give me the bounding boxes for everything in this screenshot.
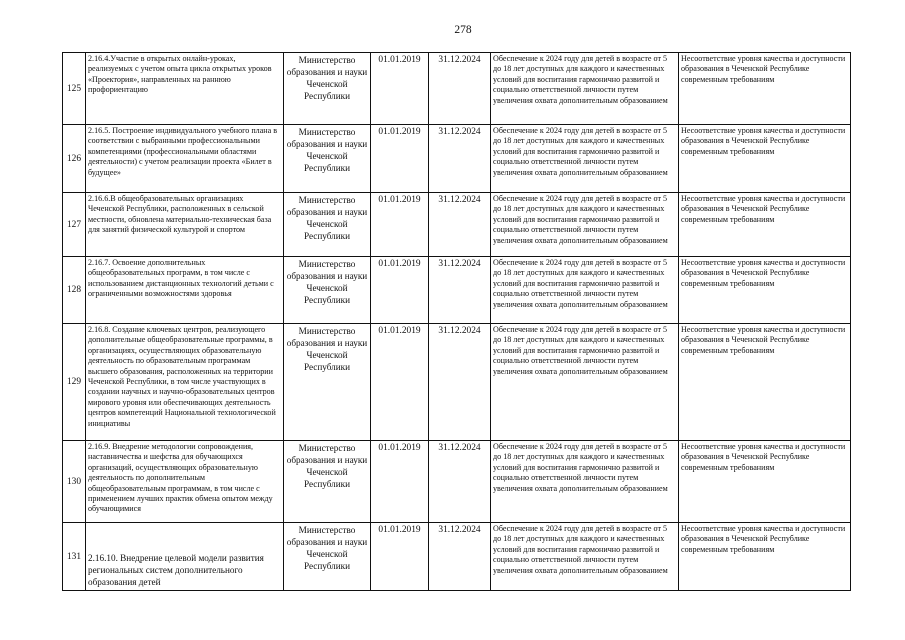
end-date: 31.12.2024 (429, 324, 491, 441)
end-date: 31.12.2024 (429, 193, 491, 257)
row-number: 126 (63, 125, 86, 193)
table-row (63, 53, 851, 125)
responsible-executor: Министерство образования и науки Чеченской Республики (284, 193, 371, 257)
risk-consequence: Несоответствие уровня качества и доступности образования в Чеченской Республике современным требованиям (679, 441, 851, 523)
table-row (63, 125, 851, 193)
row-number: 130 (63, 441, 86, 523)
risk-consequence: Несоответствие уровня качества и доступности образования в Чеченской Республике современным требованиям (679, 523, 851, 591)
table-row (63, 324, 851, 441)
row-number: 127 (63, 193, 86, 257)
responsible-executor: Министерство образования и науки Чеченской Республики (284, 53, 371, 125)
table-row (63, 257, 851, 324)
responsible-executor: Министерство образования и науки Чеченской Республики (284, 324, 371, 441)
risk-consequence: Несоответствие уровня качества и доступности образования в Чеченской Республике современным требованиям (679, 324, 851, 441)
row-number: 131 (63, 523, 86, 591)
risk-consequence: Несоответствие уровня качества и доступности образования в Чеченской Республике современным требованиям (679, 53, 851, 125)
row-number: 128 (63, 257, 86, 324)
activities-table (62, 52, 851, 591)
table-row (63, 523, 851, 591)
end-date: 31.12.2024 (429, 125, 491, 193)
start-date: 01.01.2019 (371, 193, 429, 257)
expected-result: Обеспечение к 2024 году для детей в возрасте от 5 до 18 лет доступных для каждого и качественных условий для воспитания гармонично развитой и социально ответственной личности путем увеличения охвата дополнительным образованием (491, 324, 679, 441)
responsible-executor: Министерство образования и науки Чеченской Республики (284, 257, 371, 324)
responsible-executor: Министерство образования и науки Чеченской Республики (284, 125, 371, 193)
expected-result: Обеспечение к 2024 году для детей в возрасте от 5 до 18 лет доступных для каждого и качественных условий для воспитания гармонично развитой и социально ответственной личности путем увеличения охвата дополнительным образованием (491, 523, 679, 591)
start-date: 01.01.2019 (371, 523, 429, 591)
start-date: 01.01.2019 (371, 441, 429, 523)
activity-description: 2.16.5. Построение индивидуального учебного плана в соответствии с выбранными профессиональными компетенциями (профессиональными областями деятельности) с учетом реализации проекта «Билет в будущее» (86, 125, 284, 193)
expected-result: Обеспечение к 2024 году для детей в возрасте от 5 до 18 лет доступных для каждого и качественных условий для воспитания гармонично развитой и социально ответственной личности путем увеличения охвата дополнительным образованием (491, 125, 679, 193)
expected-result: Обеспечение к 2024 году для детей в возрасте от 5 до 18 лет доступных для каждого и качественных условий для воспитания гармонично развитой и социально ответственной личности путем увеличения охвата дополнительным образованием (491, 441, 679, 523)
risk-consequence: Несоответствие уровня качества и доступности образования в Чеченской Республике современным требованиям (679, 257, 851, 324)
activity-description: 2.16.9. Внедрение методологии сопровождения, наставничества и шефства для обучающихся организаций, осуществляющих образовательную деятельность по дополнительным общеобразовательным программам, в том числе с применением лучших практик обмена опытом между обучающимися (86, 441, 284, 523)
end-date: 31.12.2024 (429, 53, 491, 125)
activity-description: 2.16.8. Создание ключевых центров, реализующего дополнительные общеобразовательные программы, в организациях, осуществляющих образовательную деятельность по образовательным программам высшего образования, расположенных на территории Чеченской Республики, в том числе участвующих в создании научных и научно-образовательных центров мирового уровня или обеспечивающих деятельность центров компетенций Национальной технологической инициативы (86, 324, 284, 441)
start-date: 01.01.2019 (371, 53, 429, 125)
responsible-executor: Министерство образования и науки Чеченской Республики (284, 441, 371, 523)
activity-description: 2.16.10. Внедрение целевой модели развития региональных систем дополнительного образования детей (86, 523, 284, 591)
page-number: 278 (454, 24, 472, 36)
activity-description: 2.16.7. Освоение дополнительных общеобразовательных программ, в том числе с использованием дистанционных технологий детьми с ограниченными возможностями здоровья (86, 257, 284, 324)
activity-description: 2.16.4.Участие в открытых онлайн-уроках, реализуемых с учетом опыта цикла открытых уроков «Проектория», направленных на раннюю профориентацию (86, 53, 284, 125)
end-date: 31.12.2024 (429, 523, 491, 591)
end-date: 31.12.2024 (429, 257, 491, 324)
risk-consequence: Несоответствие уровня качества и доступности образования в Чеченской Республике современным требованиям (679, 125, 851, 193)
expected-result: Обеспечение к 2024 году для детей в возрасте от 5 до 18 лет доступных для каждого и качественных условий для воспитания гармонично развитой и социально ответственной личности путем увеличения охвата дополнительным образованием (491, 257, 679, 324)
end-date: 31.12.2024 (429, 441, 491, 523)
start-date: 01.01.2019 (371, 257, 429, 324)
row-number: 129 (63, 324, 86, 441)
activity-description: 2.16.6.В общеобразовательных организациях Чеченской Республики, расположенных в сельской местности, обновлена материально-техническая база для занятий физической культурой и спортом (86, 193, 284, 257)
expected-result: Обеспечение к 2024 году для детей в возрасте от 5 до 18 лет доступных для каждого и качественных условий для воспитания гармонично развитой и социально ответственной личности путем увеличения охвата дополнительным образованием (491, 53, 679, 125)
expected-result: Обеспечение к 2024 году для детей в возрасте от 5 до 18 лет доступных для каждого и качественных условий для воспитания гармонично развитой и социально ответственной личности путем увеличения охвата дополнительным образованием (491, 193, 679, 257)
table-row (63, 193, 851, 257)
row-number: 125 (63, 53, 86, 125)
risk-consequence: Несоответствие уровня качества и доступности образования в Чеченской Республике современным требованиям (679, 193, 851, 257)
table-row (63, 441, 851, 523)
start-date: 01.01.2019 (371, 324, 429, 441)
start-date: 01.01.2019 (371, 125, 429, 193)
responsible-executor: Министерство образования и науки Чеченской Республики (284, 523, 371, 591)
